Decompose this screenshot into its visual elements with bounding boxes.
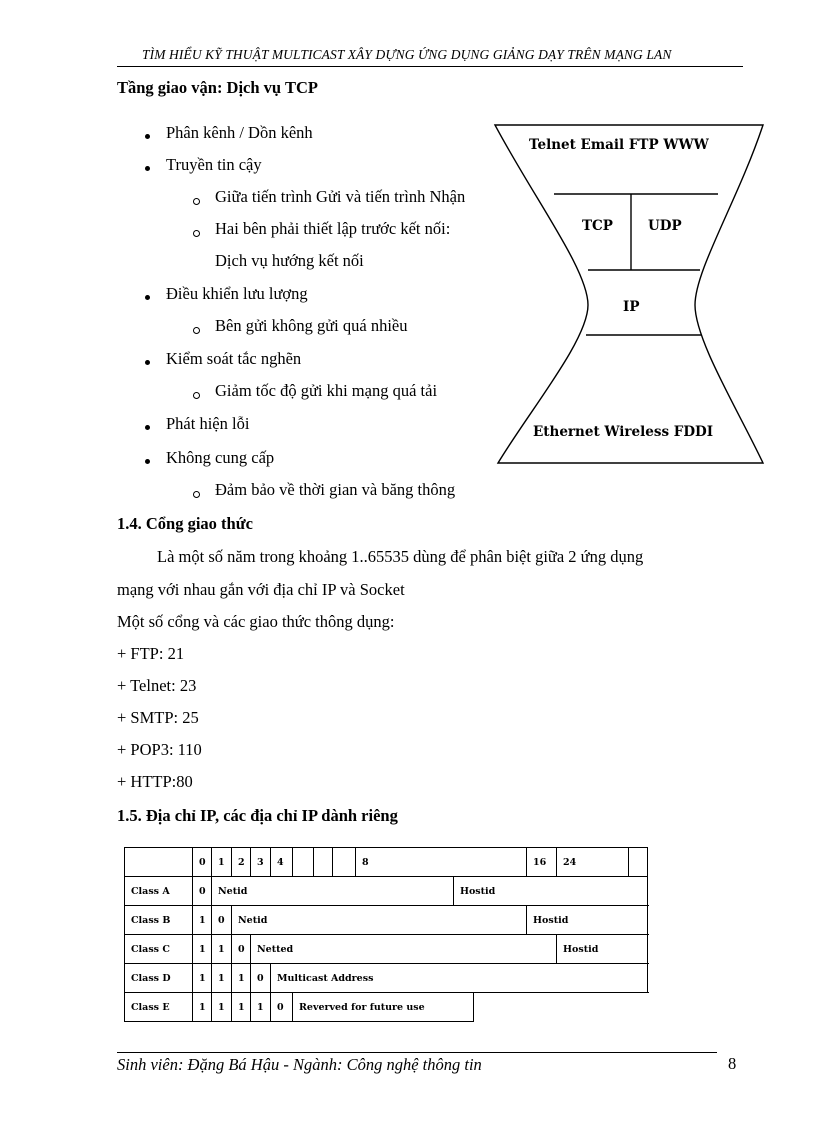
table-cell	[125, 848, 193, 877]
sub-item-4-1: Giảm tốc độ gửi khi mạng quá tải	[215, 381, 438, 400]
port-item-smtp: + SMTP: 25	[117, 708, 199, 727]
netid-cell: Netted	[251, 935, 557, 964]
port-item-telnet: + Telnet: 23	[117, 676, 197, 695]
netid-cell: Netid	[232, 906, 527, 935]
table-cell: 24	[557, 848, 629, 877]
table-cell	[293, 848, 314, 877]
hostid-cell: Hostid	[527, 906, 648, 935]
bullet-icon	[145, 425, 150, 430]
sub-bullet-icon	[193, 392, 200, 399]
layer-application-label: Telnet Email FTP WWW	[529, 137, 709, 153]
bit-cell: 1	[193, 993, 212, 1022]
bullet-item-6: Không cung cấp	[166, 448, 275, 467]
ports-heading: 1.4. Cổng giao thức	[117, 514, 253, 533]
tcp-heading: Tầng giao vận: Dịch vụ TCP	[117, 78, 318, 97]
bullet-item-3: Điều khiển lưu lượng	[166, 284, 308, 303]
table-row-class-c	[125, 935, 648, 964]
bit-cell: 1	[251, 993, 271, 1022]
ip-class-table	[124, 847, 648, 1022]
bullet-item-5: Phát hiện lỗi	[166, 414, 250, 433]
netid-cell: Netid	[212, 877, 454, 906]
port-item-pop3: + POP3: 110	[117, 740, 202, 759]
sub-item-3-1: Bên gửi không gửi quá nhiều	[215, 316, 408, 335]
bullet-icon	[145, 166, 150, 171]
table-cell: 0	[193, 848, 212, 877]
bit-cell: 1	[212, 964, 232, 993]
page-number: 8	[728, 1054, 737, 1073]
bullet-icon	[145, 459, 150, 464]
multicast-cell: Multicast Address	[271, 964, 648, 993]
table-cell: 2	[232, 848, 251, 877]
bullet-icon	[145, 134, 150, 139]
bit-cell: 1	[212, 993, 232, 1022]
bullet-item-2: Truyền tin cậy	[166, 155, 262, 174]
sub-bullet-icon	[193, 230, 200, 237]
sub-bullet-icon	[193, 491, 200, 498]
layer-link-label: Ethernet Wireless FDDI	[533, 424, 714, 440]
table-cell: 8	[356, 848, 527, 877]
footer-rule	[117, 1052, 717, 1053]
ports-paragraph-line-1: Là một số năm trong khoảng 1..65535 dùng để phân biệt giữa 2 ứng dụng	[157, 547, 644, 566]
table-cell: 4	[271, 848, 293, 877]
bit-cell: 1	[212, 935, 232, 964]
table-cell	[474, 993, 648, 1022]
table-cell: 16	[527, 848, 557, 877]
table-header-row	[125, 848, 648, 877]
ports-intro: Một số cổng và các giao thức thông dụng:	[117, 612, 395, 631]
class-label: Class D	[125, 964, 193, 993]
table-cell: 1	[212, 848, 232, 877]
footer-author: Sinh viên: Đặng Bá Hậu - Ngành: Công nghệ thông tin	[117, 1055, 482, 1074]
bit-cell: 1	[232, 993, 251, 1022]
table-cell	[333, 848, 356, 877]
sub-item-6-1: Đảm bảo về thời gian và băng thông	[215, 480, 456, 499]
hostid-cell: Hostid	[454, 877, 648, 906]
bit-cell: 1	[193, 964, 212, 993]
class-label: Class A	[125, 877, 193, 906]
bit-cell: 0	[232, 935, 251, 964]
layer-udp-label: UDP	[648, 218, 682, 234]
table-cell: 3	[251, 848, 271, 877]
layer-ip-label: IP	[623, 299, 640, 315]
sub-item-2-2: Hai bên phải thiết lập trước kết nối:	[215, 219, 451, 238]
table-cell	[629, 848, 648, 877]
ip-heading: 1.5. Địa chỉ IP, các địa chỉ IP dành riêng	[117, 806, 398, 825]
class-label: Class E	[125, 993, 193, 1022]
class-label: Class C	[125, 935, 193, 964]
ports-paragraph-line-2: mạng với nhau gắn với địa chỉ IP và Socket	[117, 580, 405, 599]
bullet-item-1: Phân kênh / Dồn kênh	[166, 123, 313, 142]
header-rule	[117, 66, 743, 67]
bullet-icon	[145, 295, 150, 300]
port-item-http: + HTTP:80	[117, 772, 193, 791]
bullet-icon	[145, 360, 150, 365]
sub-item-2-1: Giữa tiến trình Gửi và tiến trình Nhận	[215, 187, 466, 206]
sub-item-2-2-cont: Dịch vụ hướng kết nối	[215, 251, 364, 270]
bullet-item-4: Kiểm soát tắc nghẽn	[166, 349, 302, 368]
port-item-ftp: + FTP: 21	[117, 644, 185, 663]
table-row-class-e	[125, 993, 648, 1022]
bit-cell: 1	[232, 964, 251, 993]
bit-cell: 0	[212, 906, 232, 935]
sub-bullet-icon	[193, 327, 200, 334]
hourglass-outline	[495, 125, 763, 463]
hostid-cell: Hostid	[557, 935, 648, 964]
protocol-hourglass-diagram	[490, 120, 770, 470]
table-row-class-a	[125, 877, 648, 906]
bit-cell: 0	[251, 964, 271, 993]
sub-bullet-icon	[193, 198, 200, 205]
bit-cell: 0	[271, 993, 293, 1022]
bit-cell: 0	[193, 877, 212, 906]
table-row-class-d	[125, 964, 648, 993]
class-label: Class B	[125, 906, 193, 935]
table-row-class-b	[125, 906, 648, 935]
layer-tcp-label: TCP	[582, 218, 613, 234]
bit-cell: 1	[193, 906, 212, 935]
bit-cell: 1	[193, 935, 212, 964]
running-header: TÌM HIỂU KỸ THUẬT MULTICAST XÂY DỰNG ỨNG DỤNG GIẢNG DẠY TRÊN MẠNG LAN	[142, 47, 672, 62]
reserved-cell: Reverved for future use	[293, 993, 474, 1022]
table-cell	[314, 848, 333, 877]
